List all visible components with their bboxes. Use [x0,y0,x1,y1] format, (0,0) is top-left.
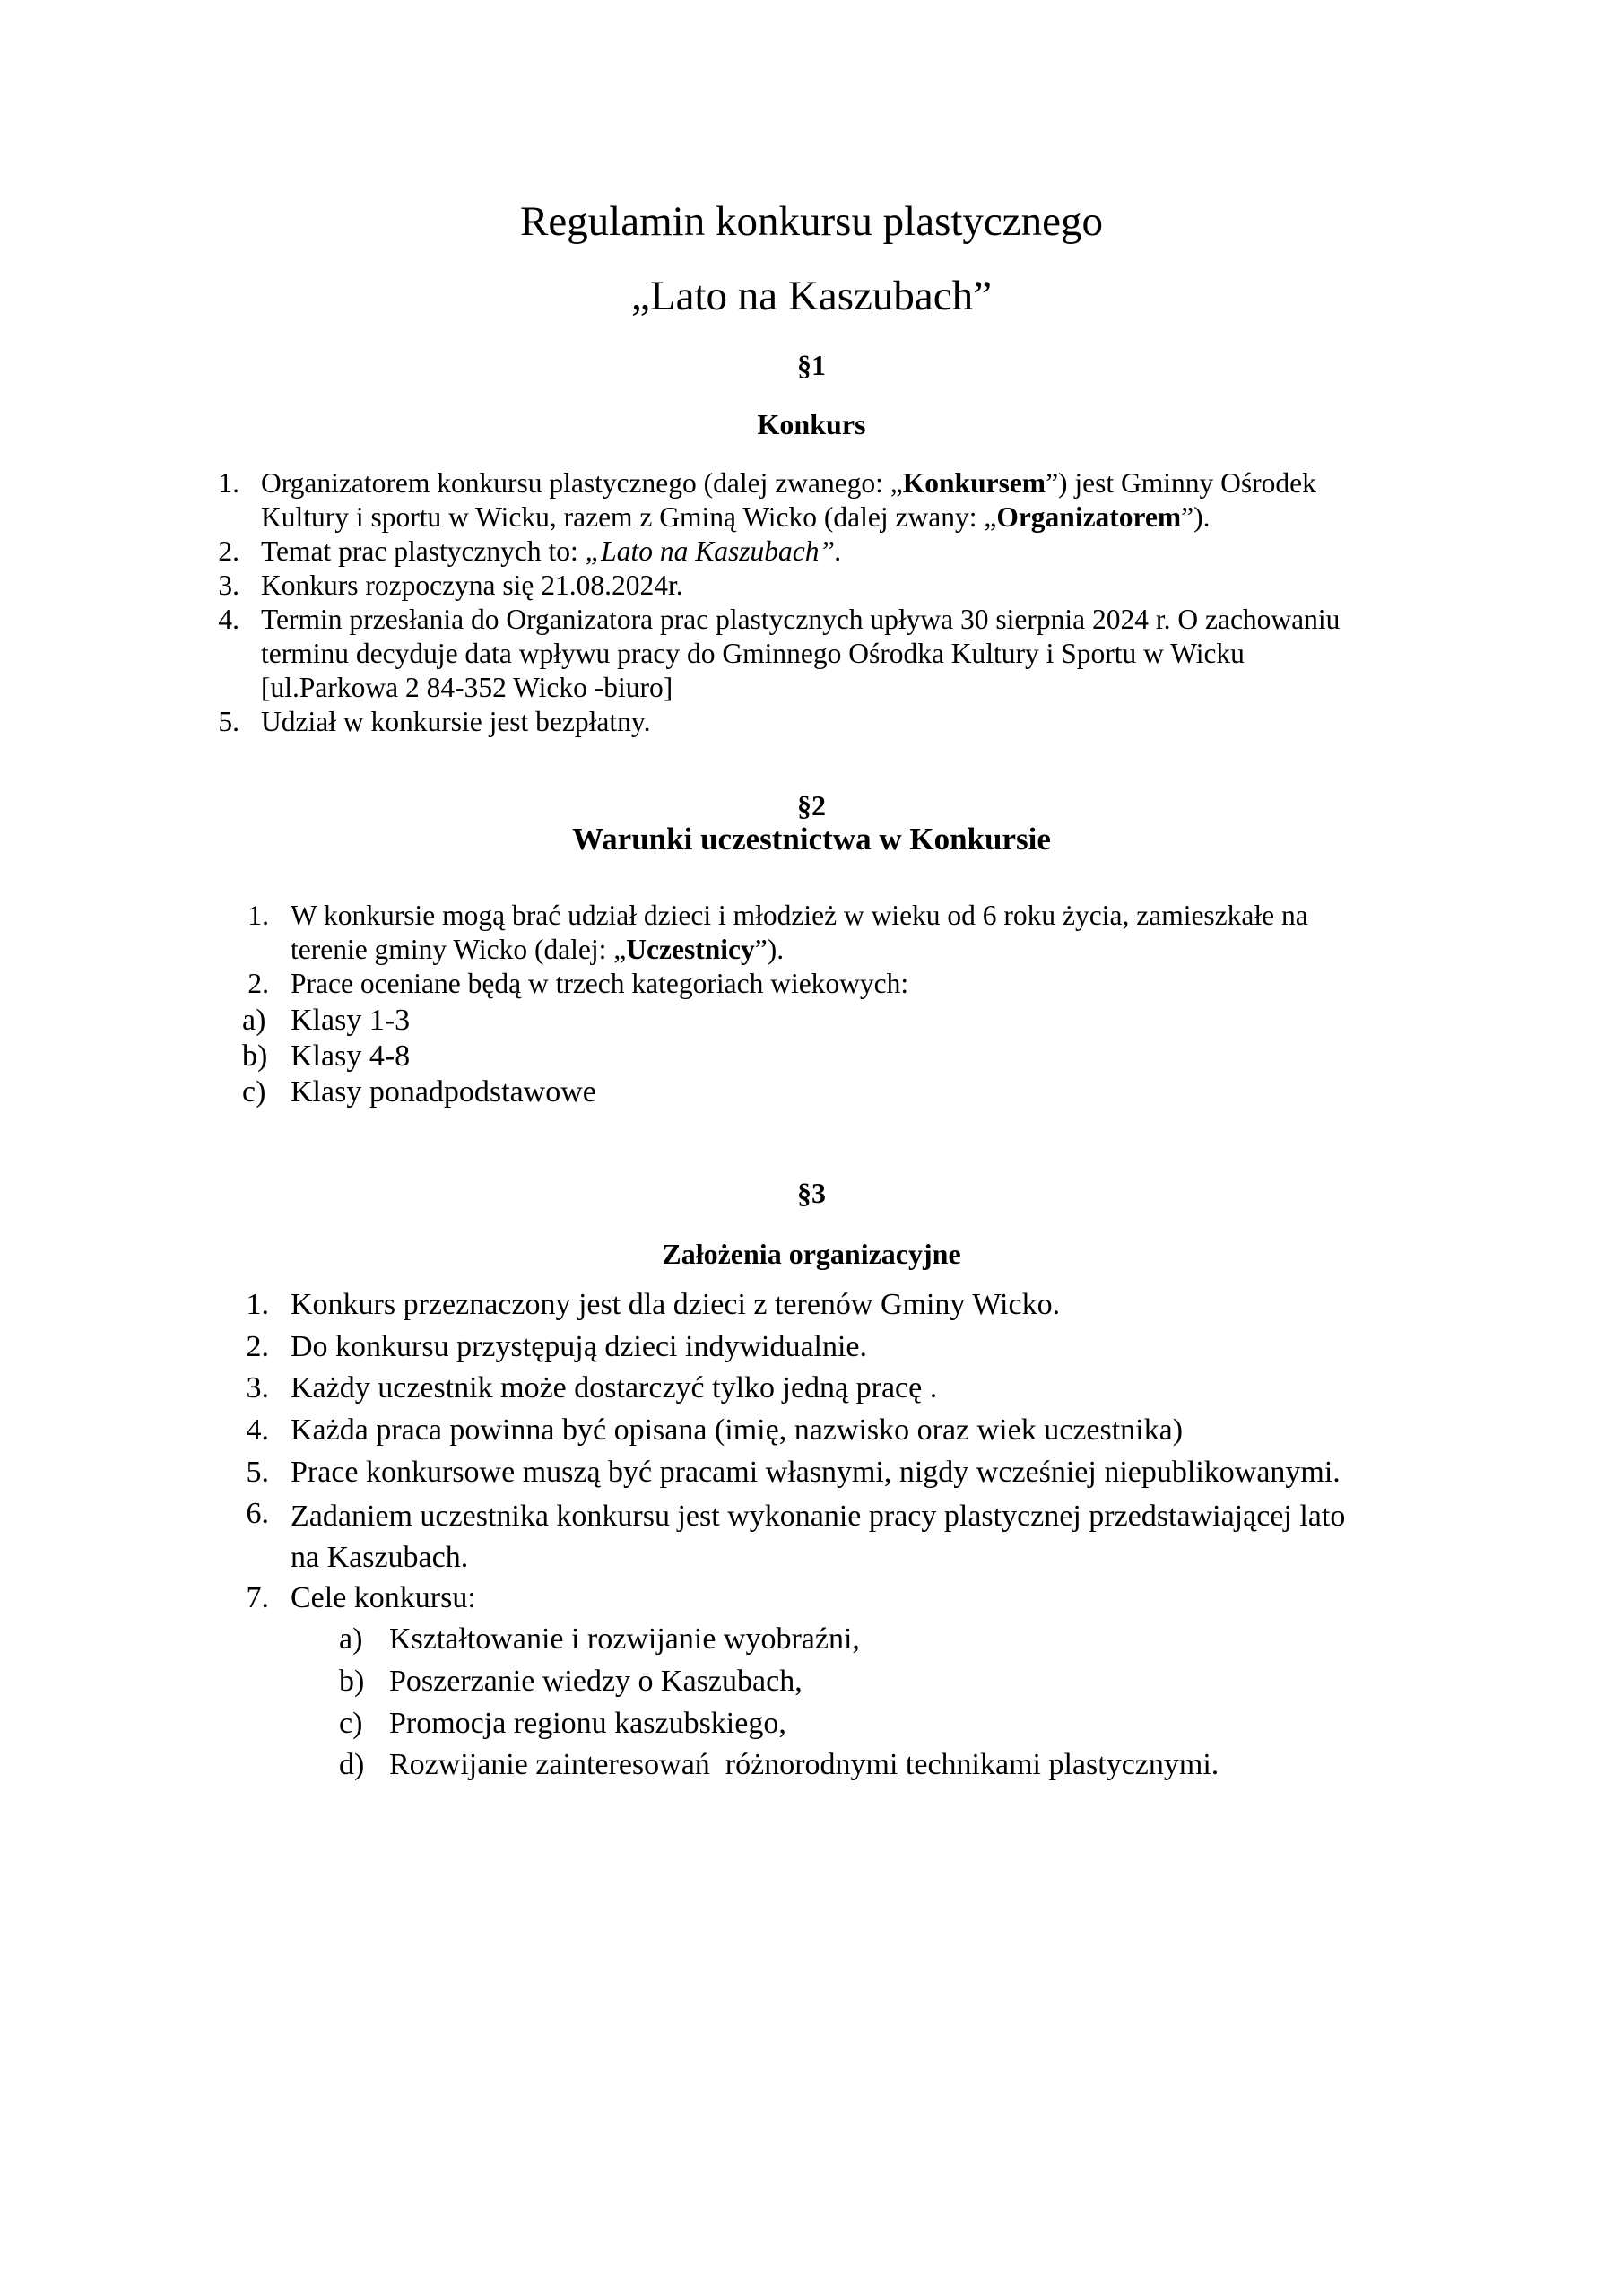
list-letter: b) [242,1039,268,1073]
list-number: 7. [246,1581,269,1614]
list-text: Klasy ponadpodstawowe [291,1075,596,1109]
list-text: Prace oceniane będą w trzech kategoriach wiekowych: [291,968,909,999]
list-text: W konkursie mogą brać udział dzieci i młodzież w wieku od 6 roku życia, zamieszkałe na terenie gminy Wicko (dalej: „Uczestnicy”). [291,900,1308,965]
section1-heading: Konkurs [757,408,866,440]
list-text: Udział w konkursie jest bezpłatny. [261,706,651,737]
list-letter: c) [242,1075,266,1109]
list-text: Do konkursu przystępują dzieci indywidualnie. [291,1330,868,1363]
list-letter: a) [339,1622,363,1656]
section2-heading: Warunki uczestnictwa w Konkursie [572,822,1051,857]
list-number: 1. [218,467,239,499]
list-letter: b) [339,1665,365,1698]
list-text: Kształtowanie i rozwijanie wyobraźni, [389,1622,860,1656]
list-text: Klasy 1-3 [291,1004,411,1037]
list-text: Prace konkursowe muszą być pracami własnymi, nigdy wcześniej niepublikowanymi. [291,1456,1341,1489]
list-letter: d) [339,1748,365,1781]
list-number: 3. [246,1371,269,1405]
list-text: Każda praca powinna być opisana (imię, nazwisko oraz wiek uczestnika) [291,1413,1184,1447]
document-title: Regulamin konkursu plastycznego [519,198,1104,245]
list-number: 1. [247,900,269,931]
list-number: 2. [218,535,239,567]
list-letter: c) [339,1707,363,1740]
document-subtitle: „Lato na Kaszubach” [631,273,992,319]
list-number: 2. [246,1330,269,1363]
list-text: Konkurs przeznaczony jest dla dzieci z terenów Gminy Wicko. [291,1288,1061,1321]
list-text: Termin przesłania do Organizatora prac plastycznych upływa 30 sierpnia 2024 r. O zachowaniu terminu decyduje data wpływu pracy do Gminnego Ośrodka Kultury i Sportu w Wicku [ul.Parkowa 2 84-352 Wicko -biuro] [261,604,1341,703]
list-text: Konkurs rozpoczyna się 21.08.2024r. [261,570,683,601]
list-number: 3. [218,570,239,601]
list-number: 5. [218,706,239,737]
list-number: 1. [246,1288,269,1321]
section2-paragraph-sign: §2 [797,789,826,822]
section3-paragraph-sign: §3 [797,1177,826,1209]
list-text: Promocja regionu kaszubskiego, [389,1707,786,1740]
list-text: Organizatorem konkursu plastycznego (dalej zwanego: „Konkursem”) jest Gminny Ośrodek Kultury i sportu w Wicku, razem z Gminą Wicko (dalej zwany: „Organizatorem”). [261,467,1316,533]
section1-paragraph-sign: §1 [797,349,826,381]
list-text: Klasy 4-8 [291,1039,411,1073]
list-number: 2. [247,968,269,999]
list-text: Temat prac plastycznych to: „Lato na Kaszubach”. [261,535,842,567]
list-text: Cele konkursu: [291,1581,476,1614]
list-number: 4. [218,604,239,635]
list-number: 4. [246,1413,269,1447]
list-number: 6. [246,1497,269,1530]
list-text: Rozwijanie zainteresowań różnorodnymi technikami plastycznymi. [389,1748,1219,1781]
list-number: 5. [246,1456,269,1489]
list-text: Zadaniem uczestnika konkursu jest wykonanie pracy plastycznej przedstawiającej lato na Kaszubach. [291,1500,1346,1574]
list-text: Każdy uczestnik może dostarczyć tylko jedną pracę . [291,1371,938,1405]
list-text: Poszerzanie wiedzy o Kaszubach, [389,1665,803,1698]
list-letter: a) [242,1004,266,1037]
section3-heading: Założenia organizacyjne [662,1238,961,1270]
